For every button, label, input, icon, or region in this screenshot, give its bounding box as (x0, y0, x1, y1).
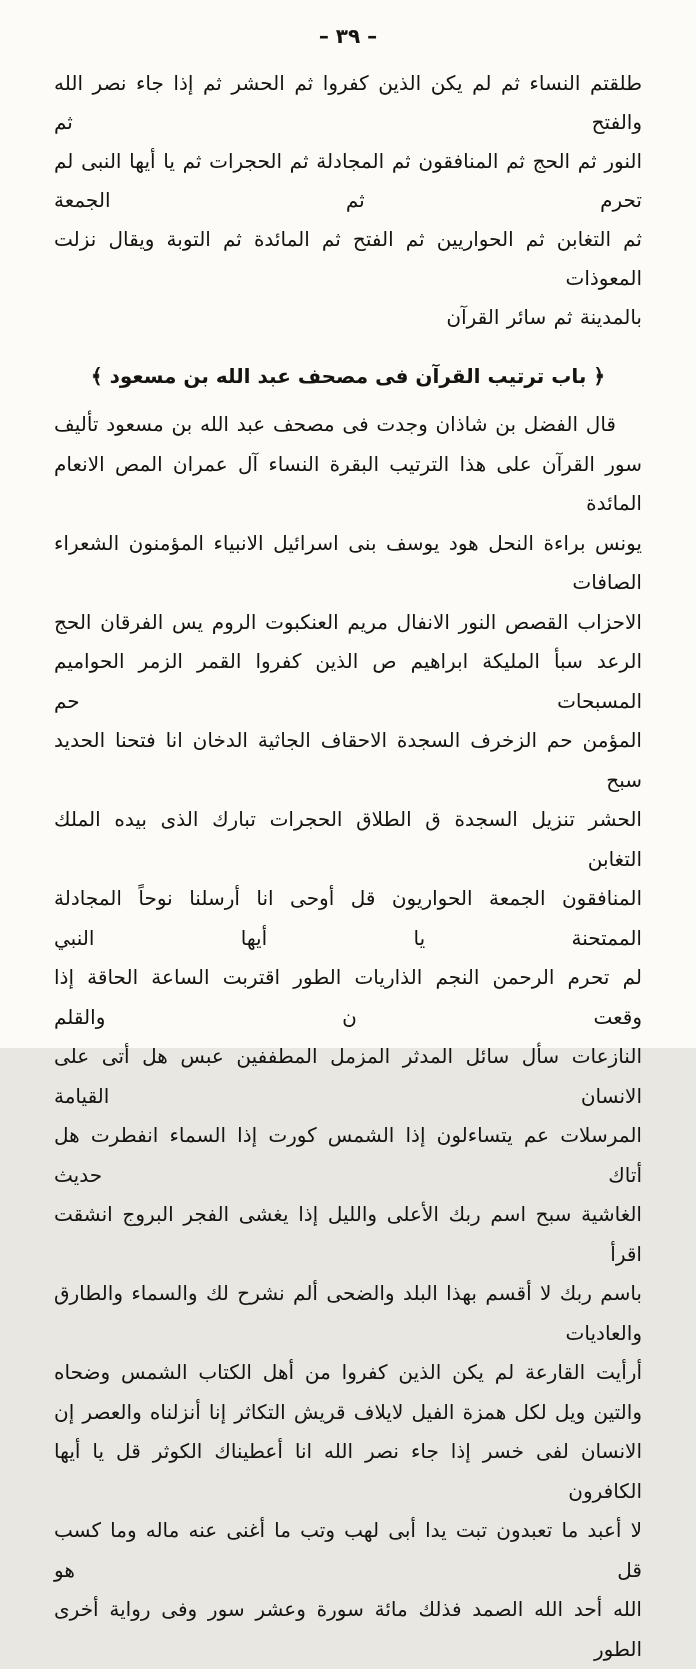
body-paragraph (54, 405, 642, 1669)
text-line: الله أحد الله الصمد فذلك مائة سورة وعشر سور وفى رواية أخرى الطور (54, 1597, 642, 1661)
text-line: يونس براءة النحل هود يوسف بنى اسرائيل الانبياء المؤمنون الشعراء الصافات (54, 530, 642, 594)
text-line: لا أعبد ما تعبدون تبت يدا أبى لهب وتب ما أغنى عنه ماله وما كسب قل هو (54, 1518, 642, 1582)
text-line: والتين ويل لكل همزة الفيل لايلاف قريش التكاثر إنا أنزلناه والعصر إن (54, 1399, 642, 1424)
text-line: سور القرآن على هذا الترتيب البقرة النساء آل عمران المص الانعام المائدة (54, 451, 642, 515)
text-line: لم تحرم الرحمن النجم الذاريات الطور اقتربت الساعة الحاقة إذا وقعت ن والقلم (54, 965, 642, 1029)
text-line: طلقتم النساء ثم لم يكن الذين كفروا ثم الحشر ثم إذا جاء نصر الله والفتح ثم (54, 71, 642, 134)
text-line: النور ثم الحج ثم المنافقون ثم المجادلة ثم الحجرات ثم يا أيها النبى لم تحرم ثم الجمعة (54, 149, 642, 212)
text-line: باسم ربك لا أقسم بهذا البلد والضحى ألم نشرح لك والسماء والطارق والعاديات (54, 1281, 642, 1345)
text-line: المؤمن حم الزخرف السجدة الاحقاف الجاثية الدخان انا فتحنا الحديد سبح (54, 728, 642, 792)
text-line: الرعد سبأ المليكة ابراهيم ص الذين كفروا القمر الزمر الحواميم المسبحات حم (54, 649, 642, 713)
chapter-heading: ﴿ باب ترتيب القرآن فى مصحف عبد الله بن مسعود ﴾ (90, 364, 606, 388)
text-line: أرأيت القارعة لم يكن الذين كفروا من أهل الكتاب الشمس وضحاه (54, 1360, 642, 1384)
page-number: – ٣٩ – (318, 24, 378, 48)
text-line: النازعات سأل سائل المدثر المزمل المطففين عبس هل أتى على الانسان القيامة (54, 1044, 642, 1108)
text-line: الاحزاب القصص النور الانفال مريم العنكبوت الروم يس الفرقان الحج (54, 609, 642, 634)
text-line: الحشر تنزيل السجدة ق الطلاق الحجرات تبارك الذى بيده الملك التغابن (54, 807, 642, 871)
text-line: ثم التغابن ثم الحواريين ثم الفتح ثم المائدة ثم التوبة ويقال نزلت المعوذات (54, 227, 642, 290)
intro-paragraph (54, 64, 642, 337)
text-line: قال الفضل بن شاذان وجدت فى مصحف عبد الله بن مسعود تأليف (54, 412, 616, 436)
text-line: بالمدينة ثم سائر القرآن (446, 305, 642, 329)
text-line: الانسان لفى خسر إذا جاء نصر الله انا أعطيناك الكوثر قل يا أيها الكافرون (54, 1439, 642, 1503)
text-line: المنافقون الجمعة الحواريون قل أوحى انا أرسلنا نوحاً المجادلة الممتحنة يا أيها النبي (54, 886, 642, 950)
text-line: الغاشية سبح اسم ربك الأعلى والليل إذا يغشى الفجر البروج انشقت اقرأ (54, 1202, 642, 1266)
page-content (0, 64, 696, 1669)
text-line: المرسلات عم يتساءلون إذا الشمس كورت إذا السماء انفطرت هل أتاك حديث (54, 1123, 642, 1187)
